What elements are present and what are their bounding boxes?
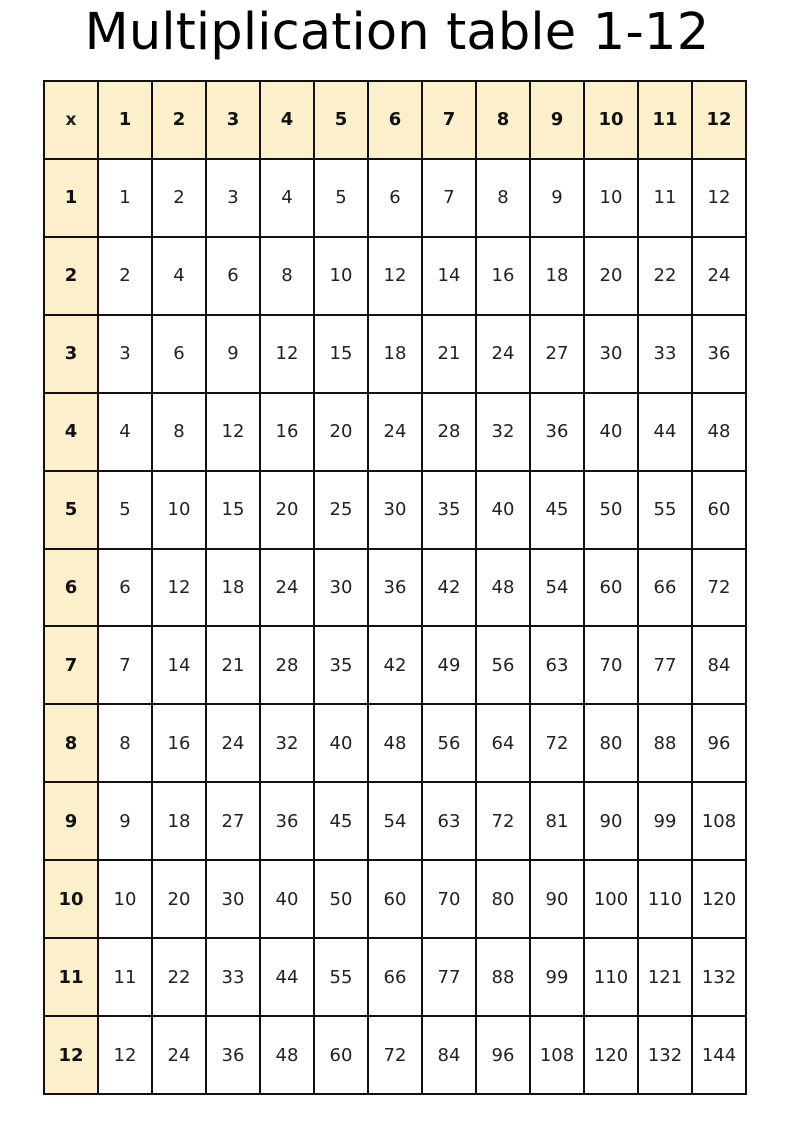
product-cell: 32 <box>476 393 530 471</box>
product-cell: 28 <box>260 626 314 704</box>
row-header: 7 <box>44 626 98 704</box>
product-cell: 132 <box>692 938 746 1016</box>
product-cell: 70 <box>584 626 638 704</box>
product-cell: 30 <box>584 315 638 393</box>
table-row <box>44 1016 746 1094</box>
product-cell: 60 <box>584 549 638 627</box>
product-cell: 66 <box>638 549 692 627</box>
row-header: 9 <box>44 782 98 860</box>
product-cell: 84 <box>422 1016 476 1094</box>
product-cell: 8 <box>260 237 314 315</box>
product-cell: 56 <box>422 704 476 782</box>
product-cell: 6 <box>98 549 152 627</box>
column-header: 5 <box>314 81 368 159</box>
table-row <box>44 315 746 393</box>
product-cell: 90 <box>530 860 584 938</box>
product-cell: 63 <box>422 782 476 860</box>
product-cell: 14 <box>422 237 476 315</box>
product-cell: 48 <box>368 704 422 782</box>
product-cell: 33 <box>206 938 260 1016</box>
product-cell: 20 <box>314 393 368 471</box>
product-cell: 120 <box>584 1016 638 1094</box>
product-cell: 4 <box>98 393 152 471</box>
product-cell: 16 <box>260 393 314 471</box>
product-cell: 12 <box>692 159 746 237</box>
product-cell: 88 <box>476 938 530 1016</box>
product-cell: 28 <box>422 393 476 471</box>
product-cell: 8 <box>98 704 152 782</box>
product-cell: 12 <box>260 315 314 393</box>
product-cell: 10 <box>314 237 368 315</box>
product-cell: 64 <box>476 704 530 782</box>
product-cell: 96 <box>692 704 746 782</box>
product-cell: 72 <box>368 1016 422 1094</box>
product-cell: 55 <box>638 471 692 549</box>
page-title: Multiplication table 1-12 <box>84 3 710 62</box>
product-cell: 8 <box>476 159 530 237</box>
table-row <box>44 237 746 315</box>
product-cell: 22 <box>152 938 206 1016</box>
product-cell: 54 <box>368 782 422 860</box>
multiplication-table <box>43 80 747 1095</box>
product-cell: 66 <box>368 938 422 1016</box>
product-cell: 72 <box>692 549 746 627</box>
product-cell: 63 <box>530 626 584 704</box>
product-cell: 4 <box>260 159 314 237</box>
product-cell: 24 <box>692 237 746 315</box>
product-cell: 90 <box>584 782 638 860</box>
table-row <box>44 860 746 938</box>
product-cell: 99 <box>638 782 692 860</box>
product-cell: 70 <box>422 860 476 938</box>
product-cell: 48 <box>260 1016 314 1094</box>
table-row <box>44 393 746 471</box>
column-header: 2 <box>152 81 206 159</box>
product-cell: 18 <box>206 549 260 627</box>
table-row <box>44 782 746 860</box>
row-header: 3 <box>44 315 98 393</box>
product-cell: 12 <box>152 549 206 627</box>
product-cell: 108 <box>530 1016 584 1094</box>
row-header: 2 <box>44 237 98 315</box>
product-cell: 21 <box>422 315 476 393</box>
product-cell: 18 <box>368 315 422 393</box>
product-cell: 36 <box>530 393 584 471</box>
row-header: 5 <box>44 471 98 549</box>
product-cell: 24 <box>368 393 422 471</box>
product-cell: 88 <box>638 704 692 782</box>
product-cell: 30 <box>206 860 260 938</box>
row-header: 11 <box>44 938 98 1016</box>
product-cell: 6 <box>152 315 206 393</box>
product-cell: 4 <box>152 237 206 315</box>
product-cell: 24 <box>152 1016 206 1094</box>
product-cell: 36 <box>368 549 422 627</box>
product-cell: 11 <box>98 938 152 1016</box>
product-cell: 40 <box>260 860 314 938</box>
product-cell: 24 <box>476 315 530 393</box>
table-row <box>44 938 746 1016</box>
product-cell: 33 <box>638 315 692 393</box>
product-cell: 72 <box>530 704 584 782</box>
product-cell: 9 <box>530 159 584 237</box>
product-cell: 35 <box>314 626 368 704</box>
table-row <box>44 471 746 549</box>
product-cell: 110 <box>638 860 692 938</box>
product-cell: 99 <box>530 938 584 1016</box>
product-cell: 121 <box>638 938 692 1016</box>
product-cell: 15 <box>314 315 368 393</box>
product-cell: 100 <box>584 860 638 938</box>
product-cell: 45 <box>530 471 584 549</box>
table-row <box>44 549 746 627</box>
table-row <box>44 159 746 237</box>
product-cell: 80 <box>584 704 638 782</box>
column-header: 12 <box>692 81 746 159</box>
column-header: 11 <box>638 81 692 159</box>
product-cell: 27 <box>206 782 260 860</box>
product-cell: 5 <box>98 471 152 549</box>
product-cell: 56 <box>476 626 530 704</box>
product-cell: 77 <box>638 626 692 704</box>
table-grid <box>43 80 747 1095</box>
product-cell: 11 <box>638 159 692 237</box>
product-cell: 15 <box>206 471 260 549</box>
product-cell: 10 <box>152 471 206 549</box>
product-cell: 10 <box>98 860 152 938</box>
row-header: 4 <box>44 393 98 471</box>
product-cell: 7 <box>98 626 152 704</box>
product-cell: 3 <box>206 159 260 237</box>
product-cell: 40 <box>584 393 638 471</box>
product-cell: 44 <box>638 393 692 471</box>
product-cell: 12 <box>98 1016 152 1094</box>
product-cell: 18 <box>530 237 584 315</box>
product-cell: 42 <box>422 549 476 627</box>
product-cell: 45 <box>314 782 368 860</box>
column-header: 10 <box>584 81 638 159</box>
product-cell: 12 <box>206 393 260 471</box>
product-cell: 144 <box>692 1016 746 1094</box>
product-cell: 42 <box>368 626 422 704</box>
product-cell: 2 <box>98 237 152 315</box>
row-header: 8 <box>44 704 98 782</box>
product-cell: 27 <box>530 315 584 393</box>
product-cell: 35 <box>422 471 476 549</box>
row-header: 10 <box>44 860 98 938</box>
corner-cell: x <box>44 81 98 159</box>
product-cell: 24 <box>206 704 260 782</box>
product-cell: 25 <box>314 471 368 549</box>
row-header: 12 <box>44 1016 98 1094</box>
product-cell: 18 <box>152 782 206 860</box>
product-cell: 44 <box>260 938 314 1016</box>
table-row <box>44 704 746 782</box>
product-cell: 54 <box>530 549 584 627</box>
header-row <box>44 81 746 159</box>
row-header: 1 <box>44 159 98 237</box>
product-cell: 49 <box>422 626 476 704</box>
product-cell: 30 <box>314 549 368 627</box>
product-cell: 30 <box>368 471 422 549</box>
product-cell: 21 <box>206 626 260 704</box>
product-cell: 5 <box>314 159 368 237</box>
product-cell: 48 <box>692 393 746 471</box>
column-header: 9 <box>530 81 584 159</box>
product-cell: 6 <box>206 237 260 315</box>
product-cell: 20 <box>260 471 314 549</box>
product-cell: 22 <box>638 237 692 315</box>
product-cell: 80 <box>476 860 530 938</box>
product-cell: 81 <box>530 782 584 860</box>
product-cell: 16 <box>152 704 206 782</box>
product-cell: 40 <box>476 471 530 549</box>
product-cell: 50 <box>584 471 638 549</box>
product-cell: 60 <box>368 860 422 938</box>
product-cell: 36 <box>692 315 746 393</box>
product-cell: 60 <box>692 471 746 549</box>
product-cell: 108 <box>692 782 746 860</box>
product-cell: 10 <box>584 159 638 237</box>
product-cell: 9 <box>206 315 260 393</box>
table-row <box>44 626 746 704</box>
product-cell: 48 <box>476 549 530 627</box>
product-cell: 77 <box>422 938 476 1016</box>
product-cell: 3 <box>98 315 152 393</box>
product-cell: 9 <box>98 782 152 860</box>
product-cell: 2 <box>152 159 206 237</box>
product-cell: 50 <box>314 860 368 938</box>
product-cell: 36 <box>260 782 314 860</box>
product-cell: 96 <box>476 1016 530 1094</box>
product-cell: 55 <box>314 938 368 1016</box>
product-cell: 84 <box>692 626 746 704</box>
column-header: 8 <box>476 81 530 159</box>
product-cell: 72 <box>476 782 530 860</box>
product-cell: 120 <box>692 860 746 938</box>
product-cell: 14 <box>152 626 206 704</box>
column-header: 6 <box>368 81 422 159</box>
column-header: 4 <box>260 81 314 159</box>
product-cell: 60 <box>314 1016 368 1094</box>
column-header: 1 <box>98 81 152 159</box>
product-cell: 36 <box>206 1016 260 1094</box>
product-cell: 32 <box>260 704 314 782</box>
product-cell: 7 <box>422 159 476 237</box>
product-cell: 8 <box>152 393 206 471</box>
product-cell: 40 <box>314 704 368 782</box>
column-header: 7 <box>422 81 476 159</box>
product-cell: 132 <box>638 1016 692 1094</box>
column-header: 3 <box>206 81 260 159</box>
product-cell: 20 <box>152 860 206 938</box>
product-cell: 110 <box>584 938 638 1016</box>
product-cell: 20 <box>584 237 638 315</box>
product-cell: 6 <box>368 159 422 237</box>
product-cell: 16 <box>476 237 530 315</box>
product-cell: 24 <box>260 549 314 627</box>
product-cell: 12 <box>368 237 422 315</box>
product-cell: 1 <box>98 159 152 237</box>
row-header: 6 <box>44 549 98 627</box>
